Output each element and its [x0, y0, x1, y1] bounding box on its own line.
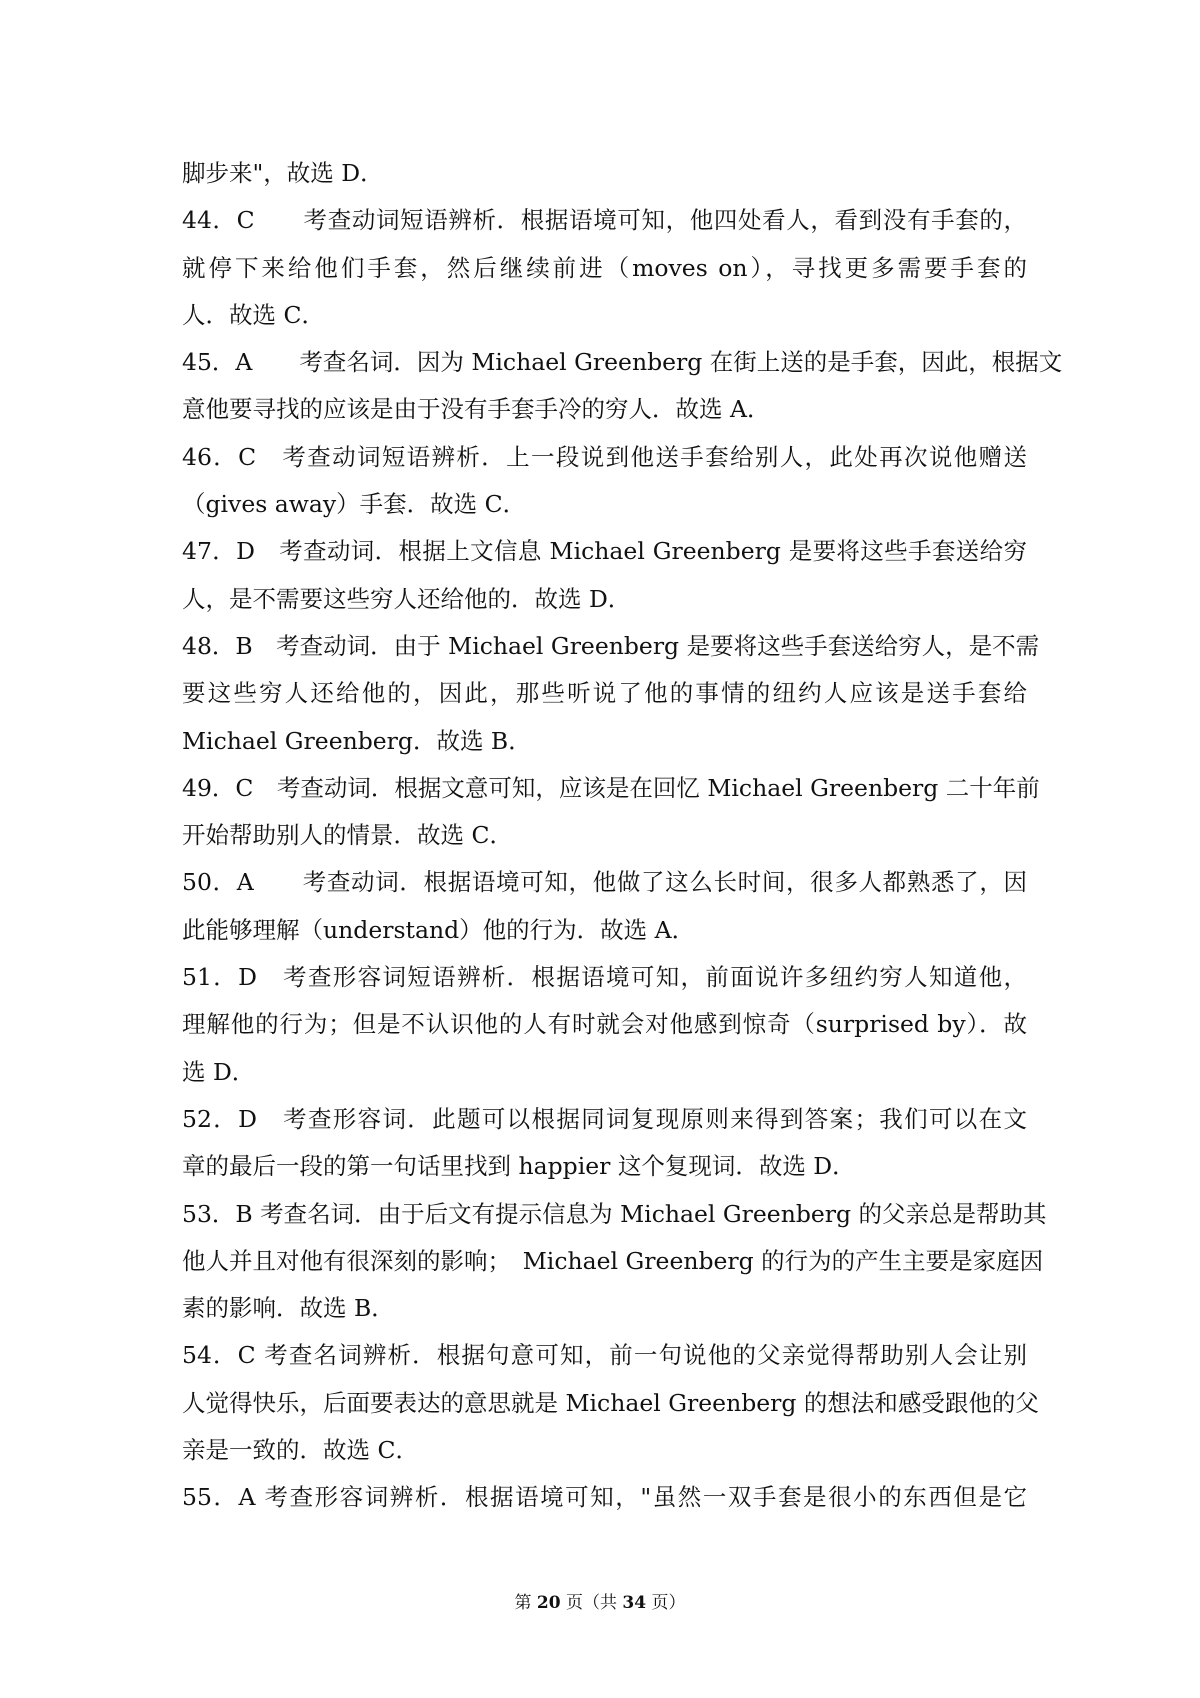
text-line: 49．C 考查动词．根据文意可知，应该是在回忆 Michael Greenberg 二十年前	[182, 773, 1040, 802]
text-line: 要这些穷人还给他的，因此，那些听说了他的事情的纽约人应该是送手套给	[182, 679, 1027, 708]
current-page-number: 20	[536, 1593, 561, 1613]
text-line: 素的影响．故选 B．	[182, 1294, 395, 1323]
text-line: 就停下来给他们手套，然后继续前进（moves on），寻找更多需要手套的	[182, 253, 1027, 282]
footer-suffix: 页）	[646, 1593, 686, 1613]
text-line: 理解他的行为；但是不认识他的人有时就会对他感到惊奇（surprised by）．故	[182, 1010, 1027, 1039]
page-footer	[0, 1588, 1200, 1613]
text-line: 44．C 考查动词短语辨析．根据语境可知，他四处看人，看到没有手套的，	[182, 206, 1027, 235]
text-line: 46．C 考查动词短语辨析．上一段说到他送手套给别人，此处再次说他赠送	[182, 442, 1027, 471]
text-line: 亲是一致的．故选 C．	[182, 1436, 419, 1465]
text-line: 人觉得快乐，后面要表达的意思就是 Michael Greenberg 的想法和感受跟他的父	[182, 1388, 1039, 1417]
text-line: Michael Greenberg．故选 B．	[182, 726, 532, 755]
answer-explanations	[182, 150, 1063, 1522]
text-line: 50．A 考查动词．根据语境可知，他做了这么长时间，很多人都熟悉了，因	[182, 868, 1027, 897]
footer-middle: 页（共	[560, 1593, 623, 1613]
text-line: 章的最后一段的第一句话里找到 happier 这个复现词．故选 D．	[182, 1152, 856, 1181]
text-line: 51．D 考查形容词短语辨析．根据语境可知，前面说许多纽约穷人知道他，	[182, 963, 1027, 992]
text-line: 人，是不需要这些穷人还给他的．故选 D．	[182, 584, 632, 613]
text-line: 选 D．	[182, 1057, 256, 1086]
text-line: 意他要寻找的应该是由于没有手套手冷的穷人．故选 A．	[182, 395, 771, 424]
text-line: 此能够理解（understand）他的行为．故选 A．	[182, 915, 696, 944]
text-line: 开始帮助别人的情景．故选 C．	[182, 821, 513, 850]
footer-prefix: 第	[514, 1593, 537, 1613]
text-line: 54．C 考查名词辨析．根据句意可知，前一句说他的父亲觉得帮助别人会让别	[182, 1341, 1027, 1370]
text-line: （gives away）手套．故选 C．	[182, 490, 527, 519]
total-pages: 34	[622, 1593, 647, 1613]
text-line: 脚步来"，故选 D．	[182, 159, 384, 187]
text-line: 47．D 考查动词．根据上文信息 Michael Greenberg 是要将这些手套送给穷	[182, 537, 1027, 566]
text-line: 45．A 考查名词．因为 Michael Greenberg 在街上送的是手套，因此，根据文	[182, 348, 1063, 377]
text-line: 52．D 考查形容词．此题可以根据同词复现原则来得到答案；我们可以在文	[182, 1104, 1027, 1133]
text-line: 48．B 考查动词．由于 Michael Greenberg 是要将这些手套送给穷人，是不需	[182, 631, 1040, 660]
text-line: 他人并且对他有很深刻的影响； Michael Greenberg 的行为的产生主要是家庭因	[182, 1246, 1044, 1275]
text-line: 55．A 考查形容词辨析．根据语境可知，"虽然一双手套是很小的东西但是它	[182, 1483, 1027, 1512]
text-line: 人．故选 C．	[182, 300, 325, 329]
text-line: 53．B 考查名词．由于后文有提示信息为 Michael Greenberg 的父亲总是帮助其	[182, 1199, 1047, 1228]
